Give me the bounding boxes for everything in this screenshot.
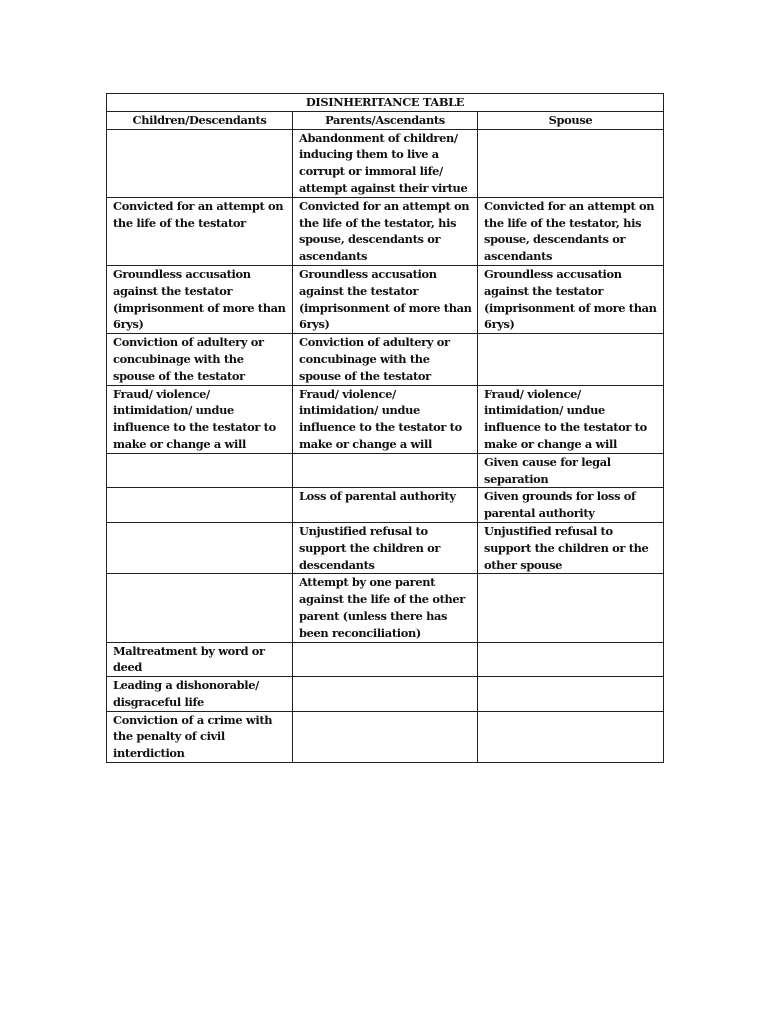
column-header-spouse: Spouse [478, 111, 664, 129]
column-header-parents: Parents/Ascendants [293, 111, 478, 129]
column-header-children: Children/Descendants [107, 111, 293, 129]
cell-parents: Convicted for an attempt on the life of the testator, his spouse, descendants or ascendants [293, 197, 478, 265]
cell-spouse [478, 677, 664, 712]
disinheritance-table [106, 93, 664, 763]
cell-spouse: Given cause for legal separation [478, 453, 664, 488]
table-row [107, 129, 664, 197]
table-row [107, 677, 664, 712]
cell-children: Maltreatment by word or deed [107, 642, 293, 677]
cell-parents: Abandonment of children/ inducing them to live a corrupt or immoral life/ attempt against their virtue [293, 129, 478, 197]
table-row [107, 642, 664, 677]
cell-parents: Unjustified refusal to support the children or descendants [293, 522, 478, 573]
cell-spouse: Unjustified refusal to support the children or the other spouse [478, 522, 664, 573]
cell-parents [293, 642, 478, 677]
cell-parents: Attempt by one parent against the life of the other parent (unless there has been reconciliation) [293, 574, 478, 642]
cell-parents: Loss of parental authority [293, 488, 478, 523]
cell-children [107, 574, 293, 642]
table-row [107, 334, 664, 385]
cell-spouse: Groundless accusation against the testator (imprisonment of more than 6rys) [478, 265, 664, 333]
cell-parents [293, 453, 478, 488]
table-row [107, 574, 664, 642]
cell-children: Conviction of adultery or concubinage with the spouse of the testator [107, 334, 293, 385]
cell-children: Convicted for an attempt on the life of the testator [107, 197, 293, 265]
table-row [107, 265, 664, 333]
cell-spouse [478, 642, 664, 677]
table-title-row [107, 94, 664, 112]
cell-parents [293, 677, 478, 712]
table-row [107, 197, 664, 265]
cell-parents [293, 711, 478, 762]
cell-spouse [478, 129, 664, 197]
cell-spouse: Given grounds for loss of parental authority [478, 488, 664, 523]
table-row [107, 711, 664, 762]
table-title: DISINHERITANCE TABLE [107, 94, 664, 112]
cell-parents: Fraud/ violence/ intimidation/ undue influence to the testator to make or change a will [293, 385, 478, 453]
cell-children [107, 488, 293, 523]
cell-children: Groundless accusation against the testator (imprisonment of more than 6rys) [107, 265, 293, 333]
cell-spouse [478, 334, 664, 385]
cell-children [107, 453, 293, 488]
cell-spouse: Fraud/ violence/ intimidation/ undue influence to the testator to make or change a will [478, 385, 664, 453]
cell-children: Conviction of a crime with the penalty of civil interdiction [107, 711, 293, 762]
cell-children [107, 129, 293, 197]
cell-spouse [478, 711, 664, 762]
table-header-row [107, 111, 664, 129]
cell-children [107, 522, 293, 573]
table-row [107, 453, 664, 488]
cell-children: Leading a dishonorable/ disgraceful life [107, 677, 293, 712]
cell-parents: Groundless accusation against the testator (imprisonment of more than 6rys) [293, 265, 478, 333]
cell-spouse: Convicted for an attempt on the life of the testator, his spouse, descendants or ascendants [478, 197, 664, 265]
cell-children: Fraud/ violence/ intimidation/ undue influence to the testator to make or change a will [107, 385, 293, 453]
table-row [107, 522, 664, 573]
cell-spouse [478, 574, 664, 642]
table-row [107, 385, 664, 453]
cell-parents: Conviction of adultery or concubinage with the spouse of the testator [293, 334, 478, 385]
table-row [107, 488, 664, 523]
